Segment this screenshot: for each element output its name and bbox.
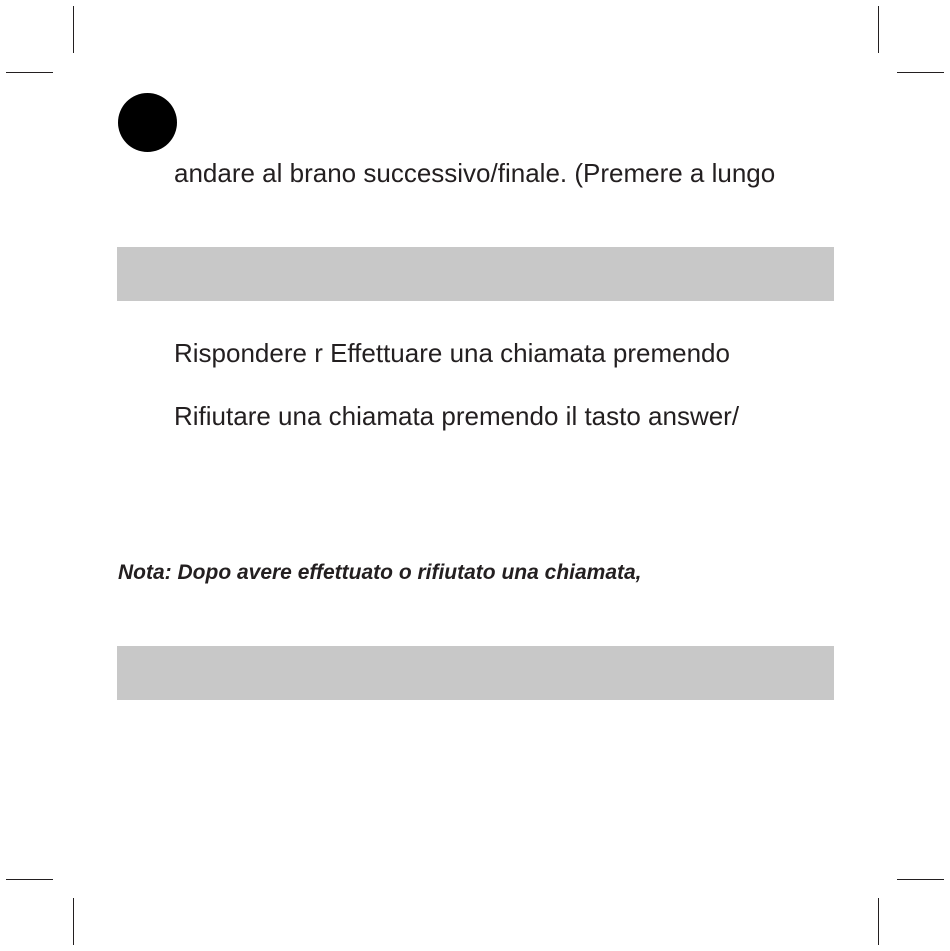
gray-section-bar-bottom: [117, 646, 834, 700]
crop-mark-bottom-right-horizontal: [897, 879, 944, 880]
crop-mark-top-left-horizontal: [6, 72, 53, 73]
crop-mark-top-left-vertical: [73, 6, 74, 53]
body-line-reject-call: Rifiutare una chiamata premendo il tasto answer/: [174, 401, 740, 431]
note-text: Nota: Dopo avere effettuato o rifiutato una chiamata,: [118, 561, 642, 584]
crop-mark-bottom-left-vertical: [73, 898, 74, 945]
crop-mark-bottom-right-vertical: [878, 898, 879, 945]
crop-mark-bottom-left-horizontal: [6, 879, 53, 880]
gray-section-bar: [117, 247, 834, 301]
crop-mark-top-right-vertical: [878, 6, 879, 53]
crop-mark-top-right-horizontal: [897, 72, 944, 73]
black-circle-bullet-icon: [118, 93, 177, 152]
body-line-answer-call: Rispondere r Effettuare una chiamata premendo: [174, 338, 730, 368]
body-line-next-track: andare al brano successivo/finale. (Premere a lungo: [174, 158, 776, 188]
